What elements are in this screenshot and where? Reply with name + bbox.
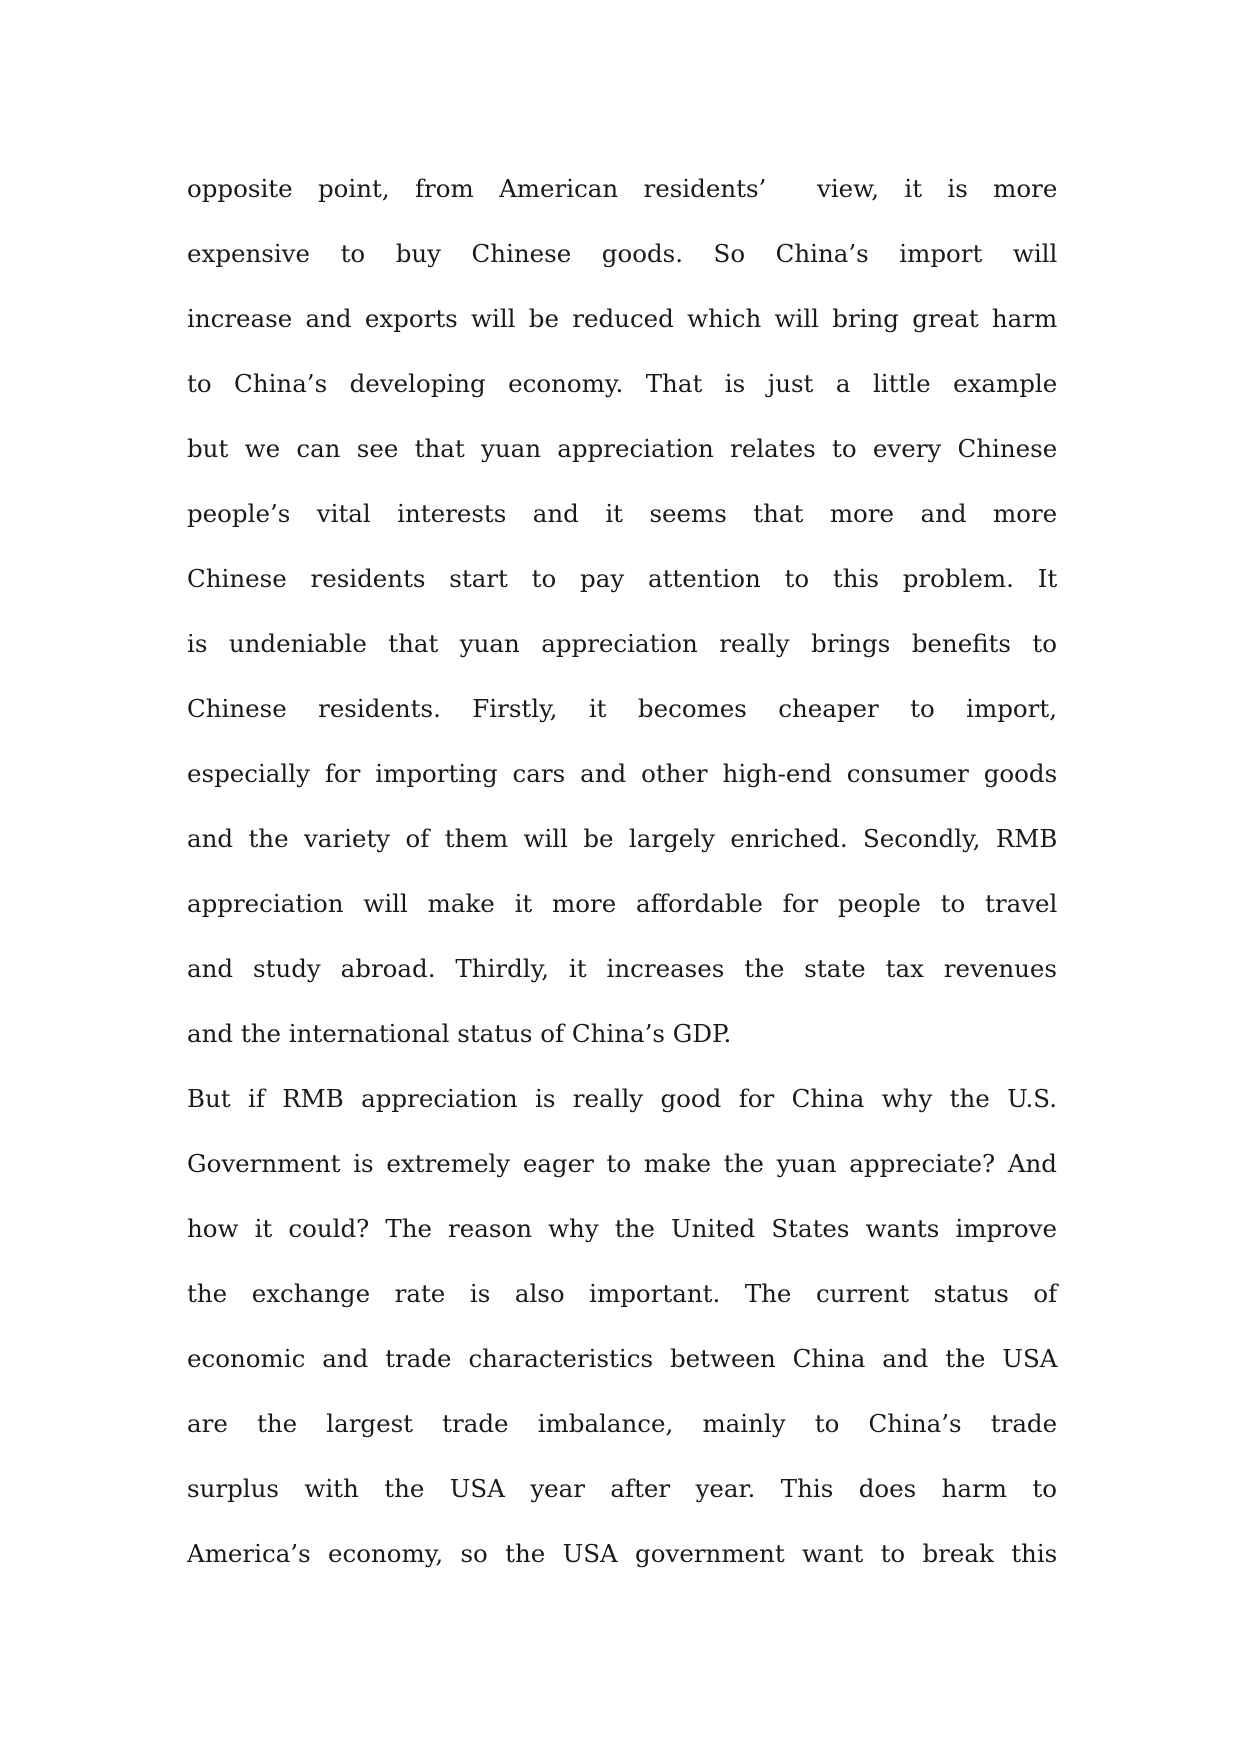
paragraph-1 [187, 156, 1057, 1066]
text-line: the exchange rate is also important. The current status of [187, 1279, 1058, 1308]
text-line: is undeniable that yuan appreciation really brings benefits to [187, 629, 1057, 658]
text-line: Government is extremely eager to make the yuan appreciate? And [187, 1149, 1057, 1178]
text-line: expensive to buy Chinese goods. So China’s import will [187, 239, 1058, 268]
paragraph-2 [187, 1066, 1057, 1586]
text-line: especially for importing cars and other high-end consumer goods [187, 759, 1058, 788]
text-line: Chinese residents start to pay attention to this problem. It [187, 564, 1058, 593]
text-line: increase and exports will be reduced which will bring great harm [187, 304, 1058, 333]
text-line: appreciation will make it more affordable for people to travel [187, 889, 1058, 918]
text-line: to China’s developing economy. That is just a little example [187, 369, 1058, 398]
body-text [187, 156, 1057, 1586]
text-line: Chinese residents. Firstly, it becomes cheaper to import, [187, 694, 1057, 723]
text-line: economic and trade characteristics between China and the USA [187, 1344, 1058, 1373]
text-line: But if RMB appreciation is really good for China why the U.S. [187, 1084, 1057, 1113]
text-line: how it could? The reason why the United States wants improve [187, 1214, 1057, 1243]
text-line: are the largest trade imbalance, mainly to China’s trade [187, 1409, 1058, 1438]
text-line: surplus with the USA year after year. This does harm to [187, 1474, 1057, 1503]
text-line: and the variety of them will be largely enriched. Secondly, RMB [187, 824, 1058, 853]
text-line: opposite point, from American residents’ view, it is more [187, 174, 1058, 203]
text-line: people’s vital interests and it seems that more and more [187, 499, 1058, 528]
text-line: and study abroad. Thirdly, it increases the state tax revenues [187, 954, 1057, 983]
text-line: and the international status of China’s GDP. [187, 1019, 732, 1048]
text-line: America’s economy, so the USA government want to break this [187, 1539, 1058, 1568]
text-line: but we can see that yuan appreciation relates to every Chinese [187, 434, 1058, 463]
